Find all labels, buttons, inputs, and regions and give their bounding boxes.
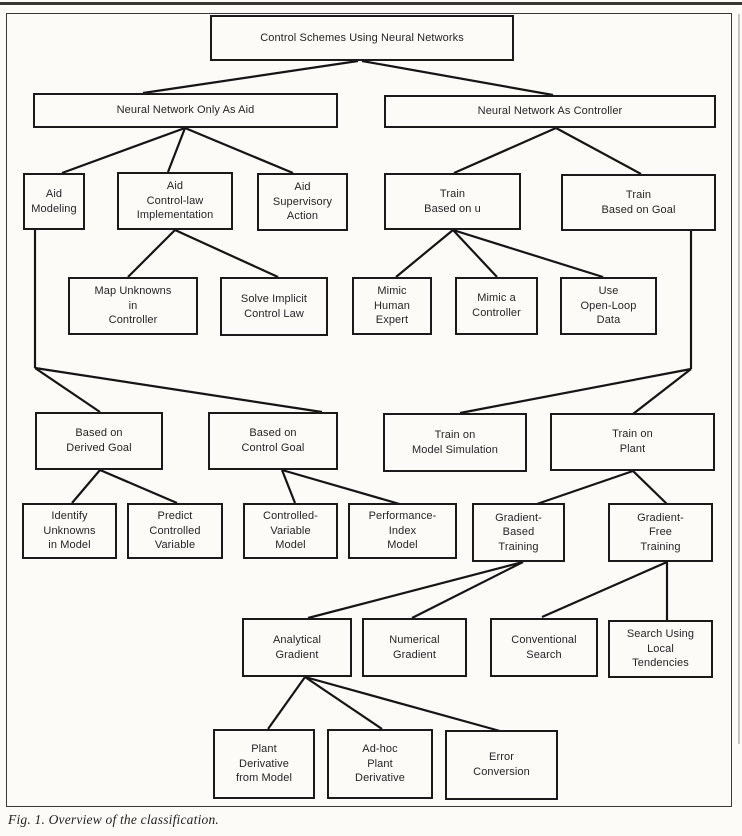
node-label-line: Based on u xyxy=(424,202,481,215)
node-analytical-gradient xyxy=(242,618,352,677)
node-label-line: Gradient xyxy=(393,648,436,661)
node-train-on-sim xyxy=(383,413,527,472)
edge-train-on-plant-gradient-free xyxy=(633,471,668,505)
node-label-line: Predict xyxy=(157,510,193,523)
node-label-line: Numerical xyxy=(389,633,440,646)
node-gradient-based xyxy=(472,503,565,562)
node-label-line: Error xyxy=(489,751,514,764)
node-label-line: Modeling xyxy=(31,202,77,215)
node-label-line: Gradient xyxy=(275,648,319,661)
node-label-line: Neural Network Only As Aid xyxy=(116,104,255,117)
node-label-line: Model xyxy=(275,539,306,552)
edge-nn-as-controller-train-based-on-goal xyxy=(556,128,641,174)
node-label-line: Based on xyxy=(75,427,123,440)
node-label-line: Aid xyxy=(166,180,184,193)
node-label-line: Based xyxy=(502,526,535,539)
node-aid-control-law xyxy=(117,172,233,230)
node-label-line: from Model xyxy=(235,772,293,785)
node-label-line: Train xyxy=(625,188,652,201)
edge-control-schemes-nn-as-controller xyxy=(362,61,553,95)
node-adhoc-plant xyxy=(327,729,433,799)
node-label-line: Variable xyxy=(270,524,311,537)
edge-gradient-free-conventional-search xyxy=(542,562,667,617)
node-label-line: Open-Loop xyxy=(580,299,637,312)
edge-gradient-based-numerical-gradient xyxy=(412,562,523,618)
node-label-line: Human xyxy=(374,299,410,312)
node-label-line: Local xyxy=(647,642,674,655)
edge-nn-only-as-aid-aid-modeling xyxy=(62,128,185,173)
node-label-line: Action xyxy=(286,210,319,223)
node-label-line: Identify xyxy=(51,510,88,523)
edge-junction-right-train-on-sim xyxy=(460,369,691,413)
edge-nn-only-as-aid-aid-control-law xyxy=(168,128,185,172)
node-label-line: Ad-hoc xyxy=(362,743,398,756)
node-conventional-search xyxy=(490,618,598,677)
node-numerical-gradient xyxy=(362,618,467,677)
node-label-line: Plant xyxy=(619,443,646,455)
edge-aid-control-law-map-unknowns xyxy=(128,230,175,277)
edge-analytical-gradient-plant-derivative xyxy=(268,677,305,729)
node-map-unknowns xyxy=(68,277,198,335)
node-label-line: Solve Implicit xyxy=(240,292,308,305)
node-label-line: Aid xyxy=(294,181,311,194)
node-label-line: Performance- xyxy=(368,510,437,523)
node-label-line: Conversion xyxy=(473,766,530,778)
node-control-schemes xyxy=(210,15,514,61)
edge-nn-as-controller-train-based-on-u xyxy=(454,128,556,173)
node-label-line: Plant xyxy=(367,757,393,770)
node-label-line: Expert xyxy=(375,314,409,327)
edge-train-on-plant-gradient-based xyxy=(534,471,633,505)
edge-aid-control-law-solve-implicit xyxy=(175,230,278,277)
node-label-line: Search Using xyxy=(626,628,695,641)
node-label-line: Derived Goal xyxy=(66,442,132,454)
edge-nn-only-as-aid-aid-supervisory xyxy=(185,128,293,173)
node-predict-controlled xyxy=(127,503,223,559)
node-label-line: in xyxy=(128,299,138,312)
node-label-line: Variable xyxy=(154,539,196,552)
node-controlled-variable xyxy=(243,503,338,559)
node-label-line: Neural Network As Controller xyxy=(477,105,623,118)
node-based-derived xyxy=(35,412,163,470)
edge-based-derived-identify-unknowns xyxy=(72,470,100,503)
node-gradient-free xyxy=(608,503,713,562)
edge-based-control-performance-index xyxy=(282,470,403,505)
node-label-line: Derivative xyxy=(239,757,289,770)
node-train-on-plant xyxy=(550,413,715,471)
node-performance-index xyxy=(348,503,457,559)
node-use-open-loop xyxy=(560,277,657,335)
node-train-based-on-goal xyxy=(561,174,716,231)
node-label-line: Controlled- xyxy=(263,510,318,523)
figure-caption: Fig. 1. Overview of the classification. xyxy=(8,812,220,827)
node-label-line: Based on Goal xyxy=(601,203,676,216)
node-error-conversion xyxy=(445,730,558,800)
node-aid-supervisory xyxy=(257,173,348,231)
edge-based-control-controlled-variable xyxy=(282,470,295,503)
node-label-line: Control-law xyxy=(146,194,204,207)
node-nn-only-as-aid xyxy=(33,93,338,128)
node-mimic-human xyxy=(352,277,432,335)
node-label-line: Supervisory xyxy=(272,195,333,208)
node-label-line: Conventional xyxy=(511,633,577,646)
node-based-control xyxy=(208,412,338,470)
node-label-line: Unknowns xyxy=(43,524,96,537)
node-label-line: Train on xyxy=(612,428,653,441)
node-label-line: Data xyxy=(596,314,621,327)
node-label-line: Controller xyxy=(108,314,158,327)
node-identify-unknowns xyxy=(22,503,117,559)
node-search-local xyxy=(608,620,713,678)
node-label-line: Model xyxy=(387,539,418,552)
node-label-line: Free xyxy=(648,526,673,539)
node-label-line: Index xyxy=(388,524,417,537)
node-label-line: Train xyxy=(439,187,466,200)
node-label-line: Gradient- xyxy=(495,511,542,524)
edge-junction-right-train-on-plant xyxy=(633,369,691,414)
edge-control-schemes-nn-only-as-aid xyxy=(143,61,358,93)
node-mimic-controller xyxy=(455,277,538,335)
node-label-line: Use xyxy=(598,285,619,298)
node-label-line: Train on xyxy=(434,428,476,441)
node-label-line: Gradient- xyxy=(637,511,684,524)
edge-analytical-gradient-error-conversion xyxy=(305,677,500,731)
node-label-line: Aid xyxy=(45,187,63,200)
node-label-line: Derivative xyxy=(355,772,405,785)
node-label-line: Implementation xyxy=(136,209,214,222)
edge-train-based-on-u-mimic-human xyxy=(396,230,453,277)
edge-analytical-gradient-adhoc-plant xyxy=(305,677,382,729)
node-label-line: Analytical xyxy=(272,633,322,646)
node-label-line: Control Goal xyxy=(241,442,305,454)
node-label-line: Mimic a xyxy=(477,292,516,305)
node-label-line: Control Schemes Using Neural Networks xyxy=(260,31,464,44)
edge-junction-left-based-derived xyxy=(35,368,100,412)
node-plant-derivative xyxy=(213,729,315,799)
node-train-based-on-u xyxy=(384,173,521,230)
node-label-line: Based on xyxy=(249,427,297,440)
node-label-line: Controller xyxy=(472,307,521,319)
node-label-line: Search xyxy=(526,648,562,661)
node-aid-modeling xyxy=(23,173,85,230)
edge-based-derived-predict-controlled xyxy=(100,470,177,503)
edge-gradient-based-analytical-gradient xyxy=(308,562,523,618)
node-label-line: Mimic xyxy=(377,285,407,298)
node-label-line: in Model xyxy=(48,539,91,552)
node-label-line: Tendencies xyxy=(632,657,689,670)
node-label-line: Map Unknowns xyxy=(94,285,172,298)
node-label-line: Training xyxy=(498,540,539,553)
node-nn-as-controller xyxy=(384,95,716,128)
node-label-line: Model Simulation xyxy=(412,443,498,456)
edge-junction-left-based-control xyxy=(35,368,322,412)
node-label-line: Controlled xyxy=(149,524,201,537)
node-solve-implicit xyxy=(220,277,328,336)
node-label-line: Training xyxy=(640,540,681,553)
node-label-line: Plant xyxy=(251,743,277,756)
node-label-line: Control Law xyxy=(244,307,304,320)
